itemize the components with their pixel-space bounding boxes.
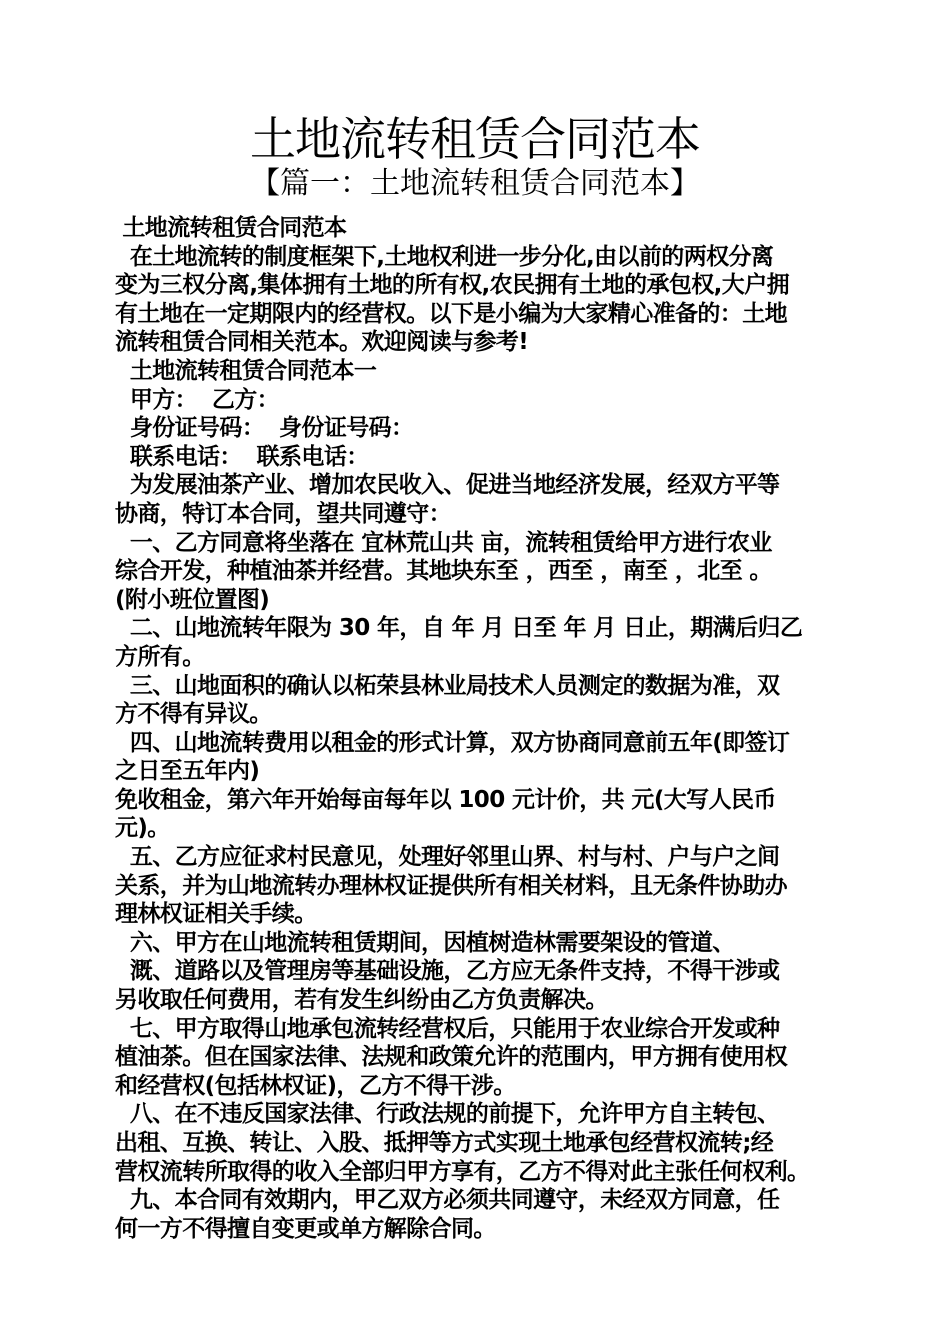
text-line: 变为三权分离,集体拥有土地的所有权,农民拥有土地的承包权,大户拥 bbox=[115, 272, 790, 299]
text-line: 在土地流转的制度框架下,土地权利进一步分化,由以前的两权分离 bbox=[115, 243, 774, 270]
text-line: (附小班位置图) bbox=[115, 586, 270, 613]
text-line: 另收取任何费用，若有发生纠纷由乙方负责解决。 bbox=[115, 987, 608, 1014]
text-line: 有土地在一定期限内的经营权。以下是小编为大家精心准备的：土地 bbox=[115, 300, 788, 327]
text-line: 三、山地面积的确认以柘荣县林业局技术人员测定的数据为准，双 bbox=[115, 672, 780, 699]
text-line: 方所有。 bbox=[115, 643, 205, 670]
text-line: 溉、道路以及管理房等基础设施，乙方应无条件支持，不得干涉或 bbox=[115, 958, 780, 985]
document-subtitle: 【篇一：土地流转租赁合同范本】 bbox=[250, 166, 700, 201]
text-line: 流转租赁合同相关范本。欢迎阅读与参考! bbox=[115, 329, 529, 356]
text-line: 二、山地流转年限为 30 年，自 年 月 日至 年 月 日止，期满后归乙 bbox=[115, 615, 803, 642]
text-line: 七、甲方取得山地承包流转经营权后，只能用于农业综合开发或种 bbox=[115, 1015, 780, 1042]
text-line: 甲方： 乙方： bbox=[115, 386, 280, 413]
document-body bbox=[115, 214, 840, 1243]
text-line: 和经营权(包括林权证)，乙方不得干涉。 bbox=[115, 1072, 516, 1099]
text-line: 九、本合同有效期内，甲乙双方必须共同遵守，未经双方同意，任 bbox=[115, 1187, 780, 1214]
text-line: 一、乙方同意将坐落在 宜林荒山共 亩，流转租赁给甲方进行农业 bbox=[115, 529, 772, 556]
text-line: 方不得有异议。 bbox=[115, 701, 272, 728]
text-line: 土地流转租赁合同范本 bbox=[115, 215, 347, 241]
text-line: 协商，特订本合同，望共同遵守： bbox=[115, 500, 452, 527]
text-line: 综合开发，种植油茶并经营。其地块东至 ，西至 ，南至 ，北至 。 bbox=[115, 558, 772, 585]
text-line: 理林权证相关手续。 bbox=[115, 901, 317, 928]
text-line: 元)。 bbox=[115, 815, 170, 842]
text-line: 土地流转租赁合同范本一 bbox=[115, 357, 377, 384]
text-line: 营权流转所取得的收入全部归甲方享有，乙方不得对此主张任何权利。 bbox=[115, 1158, 810, 1185]
text-line: 身份证号码： 身份证号码： bbox=[115, 415, 414, 442]
text-line: 为发展油茶产业、增加农民收入、促进当地经济发展，经双方平等 bbox=[115, 472, 780, 499]
text-line: 植油茶。但在国家法律、法规和政策允许的范围内，甲方拥有使用权 bbox=[115, 1044, 788, 1071]
text-line: 六、甲方在山地流转租赁期间，因植树造林需要架设的管道、 bbox=[115, 929, 735, 956]
text-line: 之日至五年内) bbox=[115, 758, 260, 785]
text-line: 出租、互换、转让、入股、抵押等方式实现土地承包经营权流转;经 bbox=[115, 1130, 774, 1156]
document-title: 土地流转租赁合同范本 bbox=[250, 112, 700, 166]
text-line: 联系电话： 联系电话： bbox=[115, 443, 369, 470]
text-line: 四、山地流转费用以租金的形式计算，双方协商同意前五年(即签订 bbox=[115, 729, 790, 756]
text-line: 何一方不得擅自变更或单方解除合同。 bbox=[115, 1215, 496, 1242]
text-line: 免收租金，第六年开始每亩每年以 100 元计价，共 元(大写人民币 bbox=[115, 786, 776, 813]
text-line: 关系，并为山地流转办理林权证提供所有相关材料，且无条件协助办 bbox=[115, 872, 788, 899]
text-line: 五、乙方应征求村民意见，处理好邻里山界、村与村、户与户之间 bbox=[115, 844, 780, 871]
text-line: 八、在不违反国家法律、行政法规的前提下，允许甲方自主转包、 bbox=[115, 1101, 780, 1128]
